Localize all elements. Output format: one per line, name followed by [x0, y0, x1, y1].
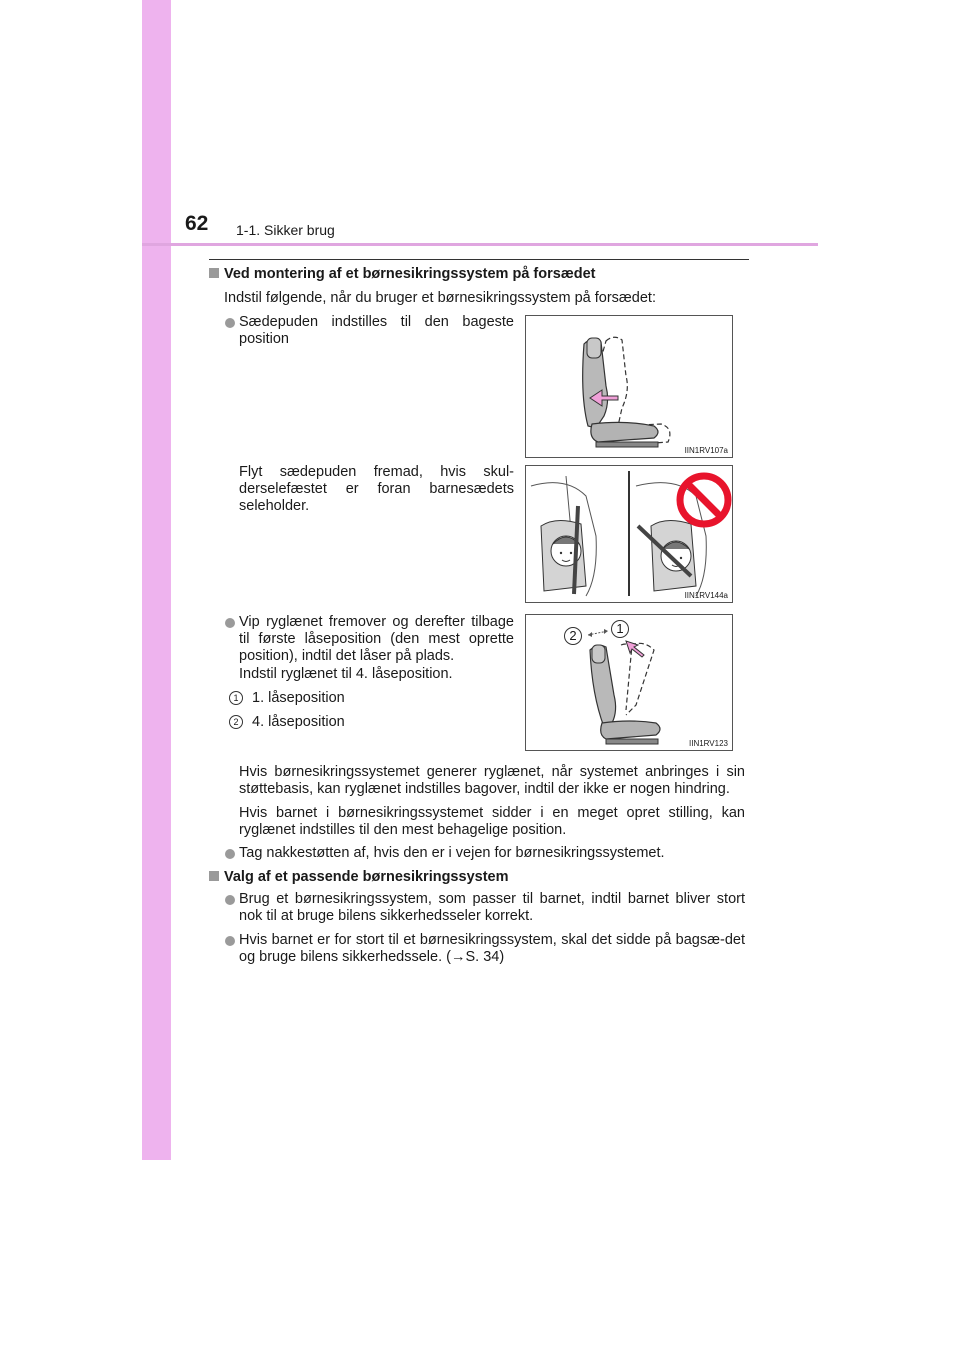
section-title: 1-1. Sikker brug [236, 222, 335, 238]
figure-shoulder-belt [525, 465, 733, 603]
figure-code: IIN1RV144a [684, 591, 728, 600]
round-bullet-icon [225, 936, 235, 946]
section-heading-front-seat [209, 266, 769, 283]
item-suitable-system: Brug et børnesikringssystem, som passer til barnet, indtil barnet bliver stort nok til at bruge bilens sikkerhedsseler korrekt. [239, 891, 745, 924]
seatback-illustration [526, 615, 732, 750]
round-bullet-icon [225, 618, 235, 628]
round-bullet-icon [225, 318, 235, 328]
heading-text: Valg af et passende børnesikringssystem [224, 869, 509, 885]
figure-label-2: 2 [564, 627, 582, 645]
side-tab-bar [142, 0, 171, 1160]
paragraph-seatback-obstruction: Hvis børnesikringssystemet generer ryglænet, når systemet anbringes i sin støttebasis, kan ryglænet indstilles bagover, indtil der ikke er nogen hindring. [239, 764, 745, 797]
seat-illustration [526, 316, 732, 457]
legend-number-1: 1 [229, 691, 243, 705]
item-seat-cushion-note: Flyt sædepuden fremad, hvis skul-derselefæstet er foran barnesædets seleholder. [239, 464, 514, 514]
item-too-big: Hvis barnet er for stort til et børnesikringssystem, skal det sidde på bagsæ-det og bruge bilens sikkerhedssele. (→S. 34) [239, 932, 745, 965]
square-bullet-icon [209, 268, 219, 278]
heading-text: Ved montering af et børnesikringssystem på forsædet [224, 266, 596, 282]
header-divider [142, 243, 818, 246]
child-seat-illustration [526, 466, 732, 602]
section-intro: Indstil følgende, når du bruger et børnesikringssystem på forsædet: [224, 290, 656, 306]
figure-code: IIN1RV107a [684, 446, 728, 455]
figure-seat-cushion [525, 315, 733, 458]
item-seat-cushion: Sædepuden indstilles til den bageste position [239, 314, 514, 347]
round-bullet-icon [225, 895, 235, 905]
item-head-restraint: Tag nakkestøtten af, hvis den er i vejen for børnesikringssystemet. [239, 845, 665, 861]
item-seatback-instruction: Indstil ryglænet til 4. låseposition. [239, 666, 453, 682]
square-bullet-icon [209, 871, 219, 881]
legend-text-1: 1. låseposition [252, 690, 345, 706]
section-heading-choose-system [209, 869, 769, 886]
paragraph-upright-position: Hvis barnet i børnesikringssystemet sidder i en meget opret stilling, kan ryglænet indstilles til den mest behagelige position. [239, 805, 745, 838]
figure-code: IIN1RV123 [689, 739, 728, 748]
figure-label-1: 1 [611, 620, 629, 638]
figure-seatback-positions [525, 614, 733, 751]
content-divider [209, 259, 749, 260]
item-seatback: Vip ryglænet fremover og derefter tilbage til første låseposition (den mest oprette position), indtil det låser på plads. [239, 614, 514, 664]
legend-text-2: 4. låseposition [252, 714, 345, 730]
legend-number-2: 2 [229, 715, 243, 729]
page-number: 62 [185, 212, 209, 235]
round-bullet-icon [225, 849, 235, 859]
